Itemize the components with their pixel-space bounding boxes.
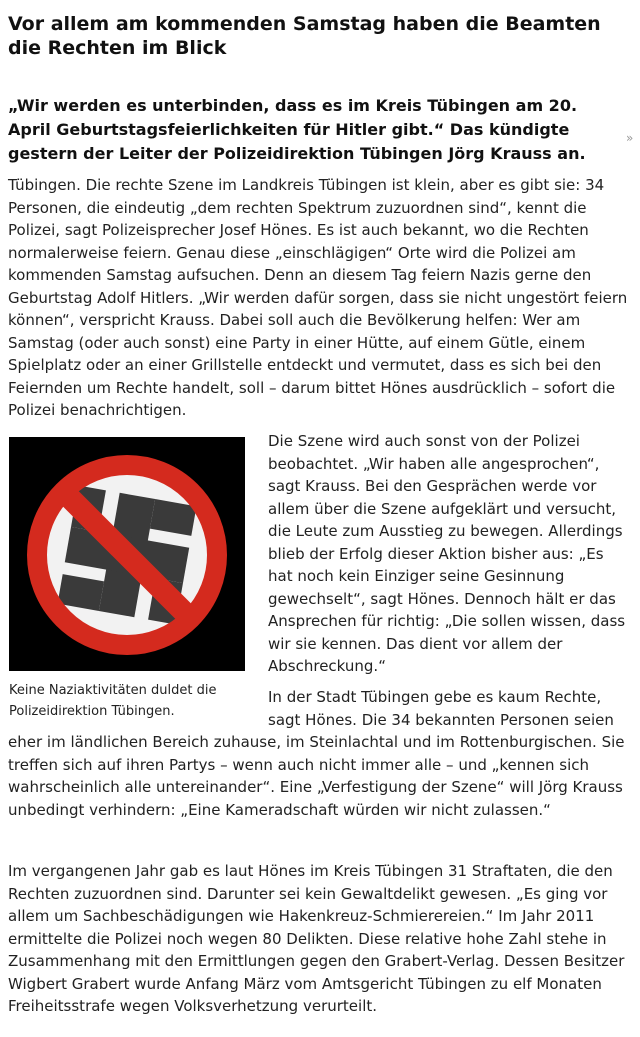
article-paragraph-4: Im vergangenen Jahr gab es laut Hönes im Kreis Tübingen 31 Straftaten, die den Rechten zuzuordnen sind. Darunter sei kein Gewaltdelikt gewesen. „Es ging vor allem um Sachbeschädigungen wie Hakenkreuz-Schmierereien.“ Im Jahr 2011 ermittelte die Polizei noch wegen 80 Delikten. Diese relative hohe Zahl stehe in Zusammenhang mit den Ermittlungen gegen den Grabert-Verlag. Dessen Besitzer Wigbert Grabert wurde Anfang März vom Amtsgericht Tübingen zu elf Monaten Freiheitsstrafe wegen Volksverhetzung verurteilt.	[8, 862, 625, 1015]
article-headline: Vor allem am kommenden Samstag haben die Beamten die Rechten im Blick	[8, 13, 601, 59]
side-arrow-icon: »	[626, 131, 634, 145]
prohibition-sign-icon	[9, 437, 245, 671]
image-caption: Keine Naziaktivitäten duldet die Polizeidirektion Tübingen.	[9, 683, 217, 719]
article-paragraph-1: Tübingen. Die rechte Szene im Landkreis Tübingen ist klein, aber es gibt sie: 34 Personen, die eindeutig „dem rechten Spektrum zuzuordnen sind“, kennt die Polizei, sagt Polizeisprecher Josef Hönes. Es ist auch bekannt, wo die Rechten normalerweise feiern. Genau diese „einschlägigen“ Orte wird die Polizei am kommenden Samstag aufsuchen. Denn an diesem Tag feiern Nazis gerne den Geburtstag Adolf Hitlers. „Wir werden dafür sorgen, dass sie nicht ungestört feiern können“, verspricht Krauss. Dabei soll auch die Bevölkerung helfen: Wer am Samstag (oder auch sonst) eine Party in einer Hütte, auf einem Gütle, einem Spielplatz oder an einer Grillstelle entdeckt und vermutet, dass es sich bei den Feiernden um Rechte handelt, soll – darum bittet Hönes ausdrücklich – sofort die Polizei benachrichtigen.	[8, 176, 628, 419]
article-photo	[9, 437, 245, 671]
article-paragraph-2: Die Szene wird auch sonst von der Polizei beobachtet. „Wir haben alle angesprochen“, sagt Krauss. Bei den Gesprächen werde vor allem über die Szene aufgeklärt und versucht, die Leute zum Ausstieg zu bewegen. Allerdings blieb der Erfolg dieser Aktion bisher aus: „Es hat noch kein Einziger seine Gesinnung gewechselt“, sagt Hönes. Dennoch hält er das Ansprechen für richtig: „Die sollen wissen, dass wir sie kennen. Das dient vor allem der Abschreckung.“	[268, 432, 626, 675]
article-lead: „Wir werden es unterbinden, dass es im Kreis Tübingen am 20. April Geburtstagsfeierlichkeiten für Hitler gibt.“ Das kündigte gestern der Leiter der Polizeidirektion Tübingen Jörg Krauss an.	[8, 96, 586, 163]
article-paragraph-3-start: In der Stadt Tübingen gebe es kaum Rechte, sagt Hönes. Die 34 bekannten Personen seien	[268, 688, 614, 729]
article-paragraph-3-continued: eher im ländlichen Bereich zuhause, im Steinlachtal und im Rottenburgischen. Sie treffen sich auf ihren Partys – wenn auch nicht immer alle – und „kennen sich wahrscheinlich alle untereinander“. Eine „Verfestigung der Szene“ will Jörg Krauss unbedingt verhindern: „Eine Kameradschaft würden wir nicht zulassen.“	[8, 733, 625, 819]
